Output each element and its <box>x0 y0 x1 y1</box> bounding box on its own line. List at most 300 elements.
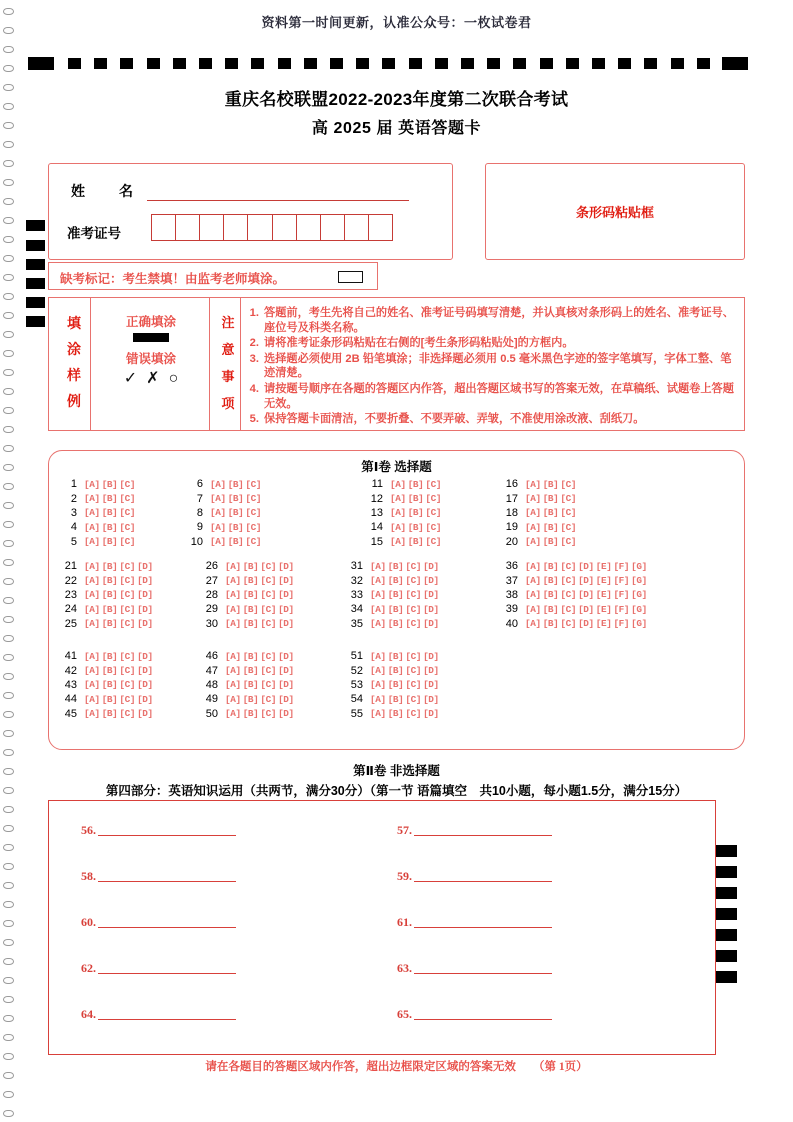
mc-option-bubble-B[interactable]: [B] <box>227 507 244 519</box>
mc-option-bubble-B[interactable]: [B] <box>407 536 424 548</box>
mc-option-bubble-B[interactable]: [B] <box>227 493 244 505</box>
mc-question-row[interactable] <box>189 477 261 491</box>
mc-option-bubble-D[interactable]: [D] <box>137 618 153 630</box>
mc-question-row[interactable] <box>504 491 576 505</box>
mc-option-bubble-A[interactable]: [A] <box>370 618 386 630</box>
admission-number-cell[interactable] <box>272 214 297 241</box>
admission-number-cell[interactable] <box>175 214 200 241</box>
mc-question-row[interactable] <box>204 602 294 616</box>
mc-option-bubble-A[interactable]: [A] <box>370 693 386 705</box>
mc-option-bubble-B[interactable]: [B] <box>542 521 559 533</box>
mc-option-bubble-A[interactable]: [A] <box>84 536 100 548</box>
admission-number-cell[interactable] <box>199 214 224 241</box>
mc-option-bubble-D[interactable]: [D] <box>278 560 294 572</box>
mc-option-bubble-D[interactable]: [D] <box>137 603 153 615</box>
mc-option-bubble-B[interactable]: [B] <box>542 575 559 587</box>
mc-option-bubble-B[interactable]: [B] <box>101 478 118 490</box>
mc-option-bubble-B[interactable]: [B] <box>387 603 404 615</box>
blank-answer-item[interactable] <box>81 823 236 838</box>
mc-option-bubble-A[interactable]: [A] <box>370 560 386 572</box>
mc-option-bubble-G[interactable]: [G] <box>631 618 647 630</box>
mc-option-bubble-D[interactable]: [D] <box>423 693 439 705</box>
mc-option-bubble-C[interactable]: [C] <box>245 521 262 533</box>
mc-option-bubble-A[interactable]: [A] <box>225 650 241 662</box>
mc-option-bubble-F[interactable]: [F] <box>613 618 630 630</box>
mc-option-bubble-D[interactable]: [D] <box>278 650 294 662</box>
mc-option-bubble-D[interactable]: [D] <box>423 603 439 615</box>
mc-option-bubble-A[interactable]: [A] <box>525 507 541 519</box>
mc-option-bubble-C[interactable]: [C] <box>260 665 277 677</box>
mc-option-bubble-B[interactable]: [B] <box>101 560 118 572</box>
mc-option-bubble-C[interactable]: [C] <box>425 521 442 533</box>
mc-option-bubble-A[interactable]: [A] <box>84 679 100 691</box>
mc-option-bubble-A[interactable]: [A] <box>525 478 541 490</box>
mc-option-bubble-C[interactable]: [C] <box>560 536 577 548</box>
mc-question-row[interactable] <box>63 617 153 631</box>
blank-write-line[interactable] <box>98 927 236 928</box>
blank-answer-item[interactable] <box>81 961 236 976</box>
blank-answer-item[interactable] <box>397 823 552 838</box>
mc-option-bubble-A[interactable]: [A] <box>390 493 406 505</box>
mc-question-row[interactable] <box>504 506 576 520</box>
blank-answer-item[interactable] <box>397 915 552 930</box>
mc-option-bubble-B[interactable]: [B] <box>387 589 404 601</box>
mc-option-bubble-A[interactable]: [A] <box>84 618 100 630</box>
mc-question-row[interactable] <box>204 617 294 631</box>
mc-question-row[interactable] <box>504 602 647 616</box>
mc-option-bubble-C[interactable]: [C] <box>560 478 577 490</box>
mc-option-bubble-E[interactable]: [E] <box>595 603 612 615</box>
mc-option-bubble-A[interactable]: [A] <box>225 679 241 691</box>
mc-option-bubble-C[interactable]: [C] <box>405 693 422 705</box>
mc-question-row[interactable] <box>204 678 294 692</box>
mc-option-bubble-A[interactable]: [A] <box>390 478 406 490</box>
mc-question-row[interactable] <box>189 506 261 520</box>
mc-option-bubble-A[interactable]: [A] <box>84 693 100 705</box>
mc-option-bubble-A[interactable]: [A] <box>525 493 541 505</box>
mc-option-bubble-C[interactable]: [C] <box>260 708 277 720</box>
mc-option-bubble-A[interactable]: [A] <box>210 507 226 519</box>
name-input-line[interactable] <box>147 200 409 201</box>
mc-option-bubble-B[interactable]: [B] <box>242 665 259 677</box>
mc-question-row[interactable] <box>63 663 153 677</box>
mc-option-bubble-B[interactable]: [B] <box>542 618 559 630</box>
mc-question-row[interactable] <box>349 617 439 631</box>
mc-question-row[interactable] <box>504 477 576 491</box>
mc-question-row[interactable] <box>204 692 294 706</box>
mc-option-bubble-C[interactable]: [C] <box>260 560 277 572</box>
mc-option-bubble-C[interactable]: [C] <box>560 603 577 615</box>
mc-option-bubble-A[interactable]: [A] <box>370 603 386 615</box>
mc-option-bubble-D[interactable]: [D] <box>137 665 153 677</box>
mc-option-bubble-B[interactable]: [B] <box>242 693 259 705</box>
mc-option-bubble-A[interactable]: [A] <box>84 493 100 505</box>
mc-question-row[interactable] <box>204 559 294 573</box>
mc-option-bubble-D[interactable]: [D] <box>578 589 594 601</box>
mc-option-bubble-B[interactable]: [B] <box>227 521 244 533</box>
mc-option-bubble-G[interactable]: [G] <box>631 603 647 615</box>
mc-question-row[interactable] <box>349 663 439 677</box>
mc-option-bubble-C[interactable]: [C] <box>260 575 277 587</box>
mc-option-bubble-D[interactable]: [D] <box>423 708 439 720</box>
mc-option-bubble-B[interactable]: [B] <box>101 575 118 587</box>
mc-option-bubble-A[interactable]: [A] <box>84 521 100 533</box>
mc-option-bubble-B[interactable]: [B] <box>242 589 259 601</box>
mc-option-bubble-B[interactable]: [B] <box>542 589 559 601</box>
mc-question-row[interactable] <box>189 520 261 534</box>
mc-option-bubble-D[interactable]: [D] <box>137 575 153 587</box>
mc-option-bubble-A[interactable]: [A] <box>84 507 100 519</box>
mc-option-bubble-D[interactable]: [D] <box>137 560 153 572</box>
blank-write-line[interactable] <box>98 881 236 882</box>
mc-option-bubble-B[interactable]: [B] <box>227 478 244 490</box>
mc-option-bubble-A[interactable]: [A] <box>390 521 406 533</box>
admission-number-grid[interactable] <box>151 214 393 241</box>
mc-option-bubble-A[interactable]: [A] <box>370 708 386 720</box>
mc-option-bubble-A[interactable]: [A] <box>210 493 226 505</box>
mc-option-bubble-C[interactable]: [C] <box>119 618 136 630</box>
mc-option-bubble-C[interactable]: [C] <box>260 693 277 705</box>
mc-option-bubble-B[interactable]: [B] <box>387 560 404 572</box>
mc-option-bubble-D[interactable]: [D] <box>278 665 294 677</box>
mc-option-bubble-C[interactable]: [C] <box>260 679 277 691</box>
mc-option-bubble-E[interactable]: [E] <box>595 618 612 630</box>
mc-option-bubble-B[interactable]: [B] <box>407 521 424 533</box>
mc-option-bubble-B[interactable]: [B] <box>101 665 118 677</box>
mc-option-bubble-A[interactable]: [A] <box>84 575 100 587</box>
mc-question-row[interactable] <box>369 506 441 520</box>
mc-question-row[interactable] <box>189 535 261 549</box>
mc-option-bubble-A[interactable]: [A] <box>370 650 386 662</box>
mc-option-bubble-C[interactable]: [C] <box>119 650 136 662</box>
mc-option-bubble-D[interactable]: [D] <box>578 560 594 572</box>
mc-option-bubble-A[interactable]: [A] <box>525 603 541 615</box>
mc-question-row[interactable] <box>63 678 153 692</box>
mc-option-bubble-C[interactable]: [C] <box>405 618 422 630</box>
mc-question-row[interactable] <box>504 559 647 573</box>
mc-option-bubble-A[interactable]: [A] <box>84 560 100 572</box>
mc-option-bubble-B[interactable]: [B] <box>387 708 404 720</box>
mc-option-bubble-F[interactable]: [F] <box>613 603 630 615</box>
mc-question-row[interactable] <box>369 477 441 491</box>
mc-question-row[interactable] <box>349 678 439 692</box>
mc-option-bubble-C[interactable]: [C] <box>119 521 136 533</box>
mc-option-bubble-B[interactable]: [B] <box>101 650 118 662</box>
mc-option-bubble-D[interactable]: [D] <box>423 560 439 572</box>
mc-option-bubble-B[interactable]: [B] <box>101 589 118 601</box>
mc-option-bubble-F[interactable]: [F] <box>613 560 630 572</box>
mc-option-bubble-A[interactable]: [A] <box>390 507 406 519</box>
mc-option-bubble-B[interactable]: [B] <box>387 650 404 662</box>
mc-option-bubble-C[interactable]: [C] <box>560 507 577 519</box>
mc-option-bubble-B[interactable]: [B] <box>407 493 424 505</box>
mc-option-bubble-D[interactable]: [D] <box>278 679 294 691</box>
mc-option-bubble-E[interactable]: [E] <box>595 560 612 572</box>
mc-option-bubble-A[interactable]: [A] <box>84 589 100 601</box>
mc-option-bubble-F[interactable]: [F] <box>613 575 630 587</box>
mc-option-bubble-C[interactable]: [C] <box>405 575 422 587</box>
mc-option-bubble-C[interactable]: [C] <box>560 618 577 630</box>
mc-option-bubble-B[interactable]: [B] <box>542 536 559 548</box>
mc-option-bubble-D[interactable]: [D] <box>578 618 594 630</box>
mc-option-bubble-A[interactable]: [A] <box>370 589 386 601</box>
mc-option-bubble-D[interactable]: [D] <box>578 575 594 587</box>
mc-option-bubble-C[interactable]: [C] <box>119 536 136 548</box>
mc-option-bubble-C[interactable]: [C] <box>119 665 136 677</box>
mc-option-bubble-C[interactable]: [C] <box>405 708 422 720</box>
mc-option-bubble-C[interactable]: [C] <box>405 679 422 691</box>
blank-write-line[interactable] <box>414 881 552 882</box>
blank-write-line[interactable] <box>98 973 236 974</box>
mc-question-row[interactable] <box>504 520 576 534</box>
mc-option-bubble-D[interactable]: [D] <box>137 650 153 662</box>
mc-question-row[interactable] <box>504 617 647 631</box>
mc-option-bubble-B[interactable]: [B] <box>242 708 259 720</box>
blank-write-line[interactable] <box>414 927 552 928</box>
mc-question-row[interactable] <box>369 491 441 505</box>
mc-option-bubble-C[interactable]: [C] <box>260 589 277 601</box>
blank-write-line[interactable] <box>98 835 236 836</box>
mc-option-bubble-A[interactable]: [A] <box>210 521 226 533</box>
mc-option-bubble-B[interactable]: [B] <box>542 507 559 519</box>
mc-option-bubble-D[interactable]: [D] <box>423 650 439 662</box>
mc-option-bubble-C[interactable]: [C] <box>560 521 577 533</box>
mc-option-bubble-B[interactable]: [B] <box>101 521 118 533</box>
mc-question-row[interactable] <box>63 707 153 721</box>
mc-question-row[interactable] <box>504 573 647 587</box>
mc-option-bubble-C[interactable]: [C] <box>119 708 136 720</box>
mc-question-row[interactable] <box>349 692 439 706</box>
mc-question-row[interactable] <box>349 602 439 616</box>
mc-option-bubble-A[interactable]: [A] <box>525 589 541 601</box>
mc-question-row[interactable] <box>204 573 294 587</box>
mc-option-bubble-D[interactable]: [D] <box>278 575 294 587</box>
mc-option-bubble-B[interactable]: [B] <box>101 679 118 691</box>
mc-option-bubble-A[interactable]: [A] <box>210 536 226 548</box>
mc-question-row[interactable] <box>63 520 135 534</box>
mc-option-bubble-B[interactable]: [B] <box>407 507 424 519</box>
mc-option-bubble-A[interactable]: [A] <box>370 575 386 587</box>
mc-option-bubble-C[interactable]: [C] <box>119 507 136 519</box>
mc-option-bubble-A[interactable]: [A] <box>225 575 241 587</box>
mc-option-bubble-D[interactable]: [D] <box>278 603 294 615</box>
mc-option-bubble-B[interactable]: [B] <box>542 493 559 505</box>
admission-number-cell[interactable] <box>247 214 272 241</box>
blank-write-line[interactable] <box>414 1019 552 1020</box>
mc-option-bubble-D[interactable]: [D] <box>137 708 153 720</box>
mc-option-bubble-B[interactable]: [B] <box>101 507 118 519</box>
mc-option-bubble-B[interactable]: [B] <box>542 478 559 490</box>
absent-marker-bubble[interactable] <box>338 271 363 283</box>
mc-question-row[interactable] <box>189 491 261 505</box>
mc-option-bubble-A[interactable]: [A] <box>84 603 100 615</box>
mc-option-bubble-B[interactable]: [B] <box>387 679 404 691</box>
mc-option-bubble-B[interactable]: [B] <box>101 603 118 615</box>
mc-option-bubble-D[interactable]: [D] <box>278 618 294 630</box>
mc-question-row[interactable] <box>349 573 439 587</box>
mc-option-bubble-C[interactable]: [C] <box>119 478 136 490</box>
mc-option-bubble-D[interactable]: [D] <box>278 589 294 601</box>
mc-option-bubble-C[interactable]: [C] <box>560 575 577 587</box>
mc-question-row[interactable] <box>204 707 294 721</box>
mc-option-bubble-C[interactable]: [C] <box>245 507 262 519</box>
mc-option-bubble-D[interactable]: [D] <box>423 618 439 630</box>
mc-question-row[interactable] <box>63 602 153 616</box>
mc-option-bubble-C[interactable]: [C] <box>260 603 277 615</box>
mc-option-bubble-C[interactable]: [C] <box>560 493 577 505</box>
mc-option-bubble-A[interactable]: [A] <box>84 708 100 720</box>
admission-number-cell[interactable] <box>320 214 345 241</box>
mc-option-bubble-D[interactable]: [D] <box>423 679 439 691</box>
mc-option-bubble-A[interactable]: [A] <box>525 536 541 548</box>
mc-question-row[interactable] <box>63 649 153 663</box>
mc-option-bubble-B[interactable]: [B] <box>242 618 259 630</box>
mc-option-bubble-D[interactable]: [D] <box>137 589 153 601</box>
mc-option-bubble-B[interactable]: [B] <box>242 679 259 691</box>
mc-option-bubble-C[interactable]: [C] <box>405 650 422 662</box>
mc-option-bubble-C[interactable]: [C] <box>405 589 422 601</box>
blank-answer-item[interactable] <box>397 869 552 884</box>
mc-option-bubble-A[interactable]: [A] <box>225 665 241 677</box>
mc-option-bubble-A[interactable]: [A] <box>390 536 406 548</box>
mc-question-row[interactable] <box>504 588 647 602</box>
mc-question-row[interactable] <box>204 588 294 602</box>
mc-option-bubble-C[interactable]: [C] <box>425 507 442 519</box>
mc-question-row[interactable] <box>63 477 135 491</box>
mc-option-bubble-C[interactable]: [C] <box>119 589 136 601</box>
mc-option-bubble-B[interactable]: [B] <box>101 618 118 630</box>
mc-option-bubble-A[interactable]: [A] <box>225 589 241 601</box>
mc-question-row[interactable] <box>369 520 441 534</box>
mc-question-row[interactable] <box>63 535 135 549</box>
mc-option-bubble-C[interactable]: [C] <box>245 478 262 490</box>
mc-option-bubble-D[interactable]: [D] <box>578 603 594 615</box>
mc-option-bubble-C[interactable]: [C] <box>260 618 277 630</box>
mc-question-row[interactable] <box>63 559 153 573</box>
mc-option-bubble-A[interactable]: [A] <box>225 603 241 615</box>
mc-option-bubble-C[interactable]: [C] <box>405 665 422 677</box>
mc-option-bubble-C[interactable]: [C] <box>119 575 136 587</box>
mc-option-bubble-C[interactable]: [C] <box>119 493 136 505</box>
mc-option-bubble-A[interactable]: [A] <box>525 575 541 587</box>
mc-question-row[interactable] <box>369 535 441 549</box>
mc-question-row[interactable] <box>204 649 294 663</box>
mc-option-bubble-C[interactable]: [C] <box>245 536 262 548</box>
mc-option-bubble-B[interactable]: [B] <box>387 575 404 587</box>
blank-answer-item[interactable] <box>397 1007 552 1022</box>
mc-option-bubble-B[interactable]: [B] <box>542 560 559 572</box>
mc-option-bubble-B[interactable]: [B] <box>242 603 259 615</box>
mc-option-bubble-A[interactable]: [A] <box>225 693 241 705</box>
admission-number-cell[interactable] <box>368 214 393 241</box>
mc-option-bubble-C[interactable]: [C] <box>119 693 136 705</box>
mc-option-bubble-E[interactable]: [E] <box>595 575 612 587</box>
mc-question-row[interactable] <box>349 649 439 663</box>
mc-option-bubble-A[interactable]: [A] <box>525 618 541 630</box>
mc-option-bubble-B[interactable]: [B] <box>101 693 118 705</box>
mc-option-bubble-B[interactable]: [B] <box>101 536 118 548</box>
mc-option-bubble-F[interactable]: [F] <box>613 589 630 601</box>
mc-option-bubble-A[interactable]: [A] <box>84 478 100 490</box>
mc-option-bubble-B[interactable]: [B] <box>101 708 118 720</box>
mc-question-row[interactable] <box>204 663 294 677</box>
mc-option-bubble-B[interactable]: [B] <box>101 493 118 505</box>
mc-option-bubble-C[interactable]: [C] <box>425 493 442 505</box>
mc-option-bubble-G[interactable]: [G] <box>631 560 647 572</box>
blank-write-line[interactable] <box>98 1019 236 1020</box>
blank-answer-item[interactable] <box>81 1007 236 1022</box>
mc-option-bubble-D[interactable]: [D] <box>423 575 439 587</box>
mc-question-row[interactable] <box>63 506 135 520</box>
mc-option-bubble-A[interactable]: [A] <box>84 650 100 662</box>
mc-option-bubble-A[interactable]: [A] <box>84 665 100 677</box>
blank-write-line[interactable] <box>414 835 552 836</box>
admission-number-cell[interactable] <box>223 214 248 241</box>
admission-number-cell[interactable] <box>151 214 176 241</box>
mc-question-row[interactable] <box>63 491 135 505</box>
mc-option-bubble-A[interactable]: [A] <box>225 708 241 720</box>
mc-option-bubble-C[interactable]: [C] <box>405 603 422 615</box>
mc-option-bubble-C[interactable]: [C] <box>405 560 422 572</box>
mc-option-bubble-B[interactable]: [B] <box>242 575 259 587</box>
mc-option-bubble-A[interactable]: [A] <box>225 618 241 630</box>
mc-option-bubble-B[interactable]: [B] <box>242 650 259 662</box>
mc-option-bubble-C[interactable]: [C] <box>560 560 577 572</box>
mc-option-bubble-G[interactable]: [G] <box>631 589 647 601</box>
mc-option-bubble-C[interactable]: [C] <box>560 589 577 601</box>
mc-option-bubble-D[interactable]: [D] <box>137 693 153 705</box>
mc-option-bubble-B[interactable]: [B] <box>387 693 404 705</box>
mc-option-bubble-C[interactable]: [C] <box>119 603 136 615</box>
mc-option-bubble-C[interactable]: [C] <box>260 650 277 662</box>
mc-option-bubble-A[interactable]: [A] <box>525 560 541 572</box>
blank-write-line[interactable] <box>414 973 552 974</box>
mc-option-bubble-E[interactable]: [E] <box>595 589 612 601</box>
mc-option-bubble-B[interactable]: [B] <box>542 603 559 615</box>
mc-option-bubble-D[interactable]: [D] <box>423 665 439 677</box>
mc-option-bubble-C[interactable]: [C] <box>119 679 136 691</box>
mc-option-bubble-A[interactable]: [A] <box>210 478 226 490</box>
mc-option-bubble-A[interactable]: [A] <box>370 665 386 677</box>
mc-option-bubble-D[interactable]: [D] <box>423 589 439 601</box>
mc-option-bubble-B[interactable]: [B] <box>387 618 404 630</box>
mc-option-bubble-C[interactable]: [C] <box>119 560 136 572</box>
mc-option-bubble-A[interactable]: [A] <box>370 679 386 691</box>
mc-question-row[interactable] <box>63 588 153 602</box>
mc-question-row[interactable] <box>63 692 153 706</box>
mc-question-row[interactable] <box>349 707 439 721</box>
mc-option-bubble-D[interactable]: [D] <box>137 679 153 691</box>
mc-question-row[interactable] <box>504 535 576 549</box>
mc-option-bubble-B[interactable]: [B] <box>227 536 244 548</box>
blank-answer-item[interactable] <box>81 915 236 930</box>
mc-option-bubble-A[interactable]: [A] <box>225 560 241 572</box>
mc-question-row[interactable] <box>63 573 153 587</box>
blank-answer-item[interactable] <box>397 961 552 976</box>
mc-option-bubble-B[interactable]: [B] <box>387 665 404 677</box>
mc-option-bubble-C[interactable]: [C] <box>425 478 442 490</box>
mc-option-bubble-B[interactable]: [B] <box>242 560 259 572</box>
mc-option-bubble-D[interactable]: [D] <box>278 693 294 705</box>
mc-option-bubble-B[interactable]: [B] <box>407 478 424 490</box>
admission-number-cell[interactable] <box>296 214 321 241</box>
mc-option-bubble-D[interactable]: [D] <box>278 708 294 720</box>
mc-option-bubble-C[interactable]: [C] <box>425 536 442 548</box>
mc-question-row[interactable] <box>349 559 439 573</box>
admission-number-cell[interactable] <box>344 214 369 241</box>
mc-question-row[interactable] <box>349 588 439 602</box>
blank-answer-item[interactable] <box>81 869 236 884</box>
